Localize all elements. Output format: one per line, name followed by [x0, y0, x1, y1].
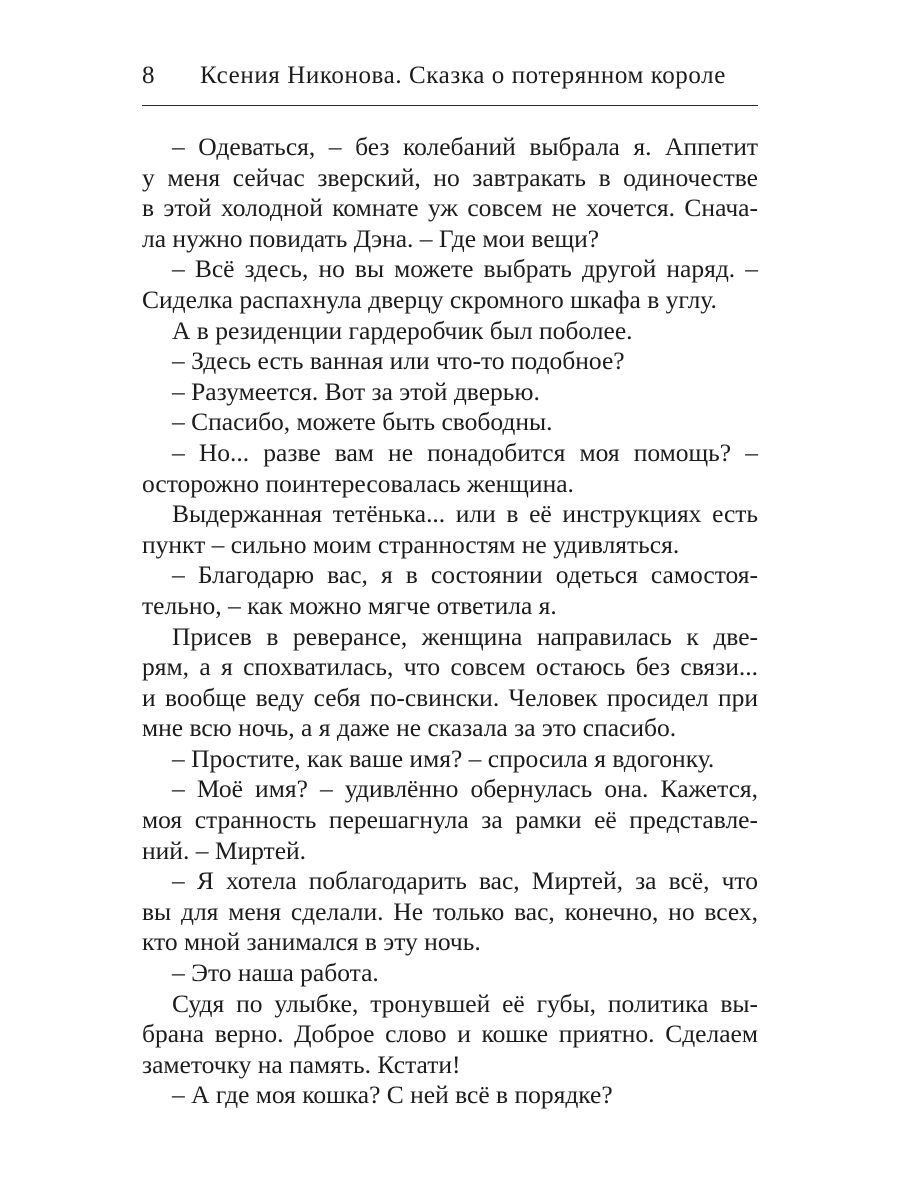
text-line: – Всё здесь, но вы можете выбрать другой наряд. –	[172, 254, 758, 284]
paragraph	[142, 499, 758, 560]
paragraph	[142, 989, 758, 1081]
text-line: пункт – сильно моим странностям не удивляться.	[142, 529, 680, 559]
text-line: – Но... разве вам не понадобится моя помощь? –	[172, 437, 758, 467]
text-line: кто мной занимался в эту ночь.	[142, 927, 481, 957]
text-line: – Разумеется. Вот за этой дверью.	[172, 376, 540, 406]
text-line: Сиделка распахнула дверцу скромного шкафа в углу.	[142, 284, 717, 314]
paragraph	[142, 132, 758, 254]
text-line: моя странность перешагнула за рамки её представле-	[142, 805, 758, 835]
paragraph	[142, 866, 758, 958]
paragraph	[142, 560, 758, 621]
body-text	[142, 132, 758, 1111]
text-line: – Одеваться, – без колебаний выбрала я. Аппетит	[172, 132, 758, 161]
text-line: рям, а я спохватилась, что совсем остаюсь без связи...	[142, 652, 758, 682]
page-number: 8	[142, 62, 156, 89]
text-line: – Моё имя? – удивлённо обернулась она. Кажется,	[172, 774, 758, 804]
text-line: у меня сейчас зверский, но завтракать в одиночестве	[142, 162, 758, 192]
text-line: – А где моя кошка? С ней всё в порядке?	[172, 1080, 613, 1110]
header-rule	[142, 105, 758, 106]
text-line: в этой холодной комнате уж совсем не хочется. Снача-	[142, 193, 758, 223]
paragraph	[142, 346, 758, 377]
text-line: ла нужно повидать Дэна. – Где мои вещи?	[142, 223, 600, 253]
paragraph	[142, 622, 758, 744]
paragraph	[142, 744, 758, 775]
text-line: – Простите, как ваше имя? – спросила я вдогонку.	[172, 743, 715, 773]
text-line: Присев в реверансе, женщина направилась к две-	[172, 621, 758, 651]
text-line: ний. – Миртей.	[142, 835, 307, 865]
text-line: – Благодарю вас, я в состоянии одеться самостоя-	[172, 560, 758, 590]
text-line: – Здесь есть ванная или что-то подобное?	[172, 346, 625, 376]
text-line: осторожно поинтересовалась женщина.	[142, 468, 574, 498]
text-line: – Это наша работа.	[172, 958, 379, 988]
text-line: тельно, – как можно мягче ответила я.	[142, 590, 557, 620]
paragraph	[142, 958, 758, 989]
text-line: – Я хотела поблагодарить вас, Миртей, за всё, что	[172, 866, 758, 896]
book-title: Ксения Никонова. Сказка о потерянном короле	[200, 62, 726, 89]
paragraph	[142, 254, 758, 315]
paragraph	[142, 774, 758, 866]
text-line: вы для меня сделали. Не только вас, конечно, но всех,	[142, 896, 758, 926]
text-line: брана верно. Доброе слово и кошке приятно. Сделаем	[142, 1019, 758, 1049]
paragraph	[142, 316, 758, 347]
running-head	[142, 62, 758, 102]
text-line: А в резиденции гардеробчик был поболее.	[172, 315, 633, 345]
text-line: мне всю ночь, а я даже не сказала за это спасибо.	[142, 713, 677, 743]
text-line: заметочку на память. Кстати!	[142, 1049, 461, 1079]
text-line: – Спасибо, можете быть свободны.	[172, 407, 553, 437]
paragraph	[142, 377, 758, 408]
text-line: и вообще веду себя по-свински. Человек просидел при	[142, 682, 758, 712]
paragraph	[142, 1080, 758, 1111]
text-line: Выдержанная тетёнька... или в её инструкциях есть	[172, 499, 758, 529]
paragraph	[142, 438, 758, 499]
text-line: Судя по улыбке, тронувшей её губы, политика вы-	[172, 988, 758, 1018]
paragraph	[142, 407, 758, 438]
